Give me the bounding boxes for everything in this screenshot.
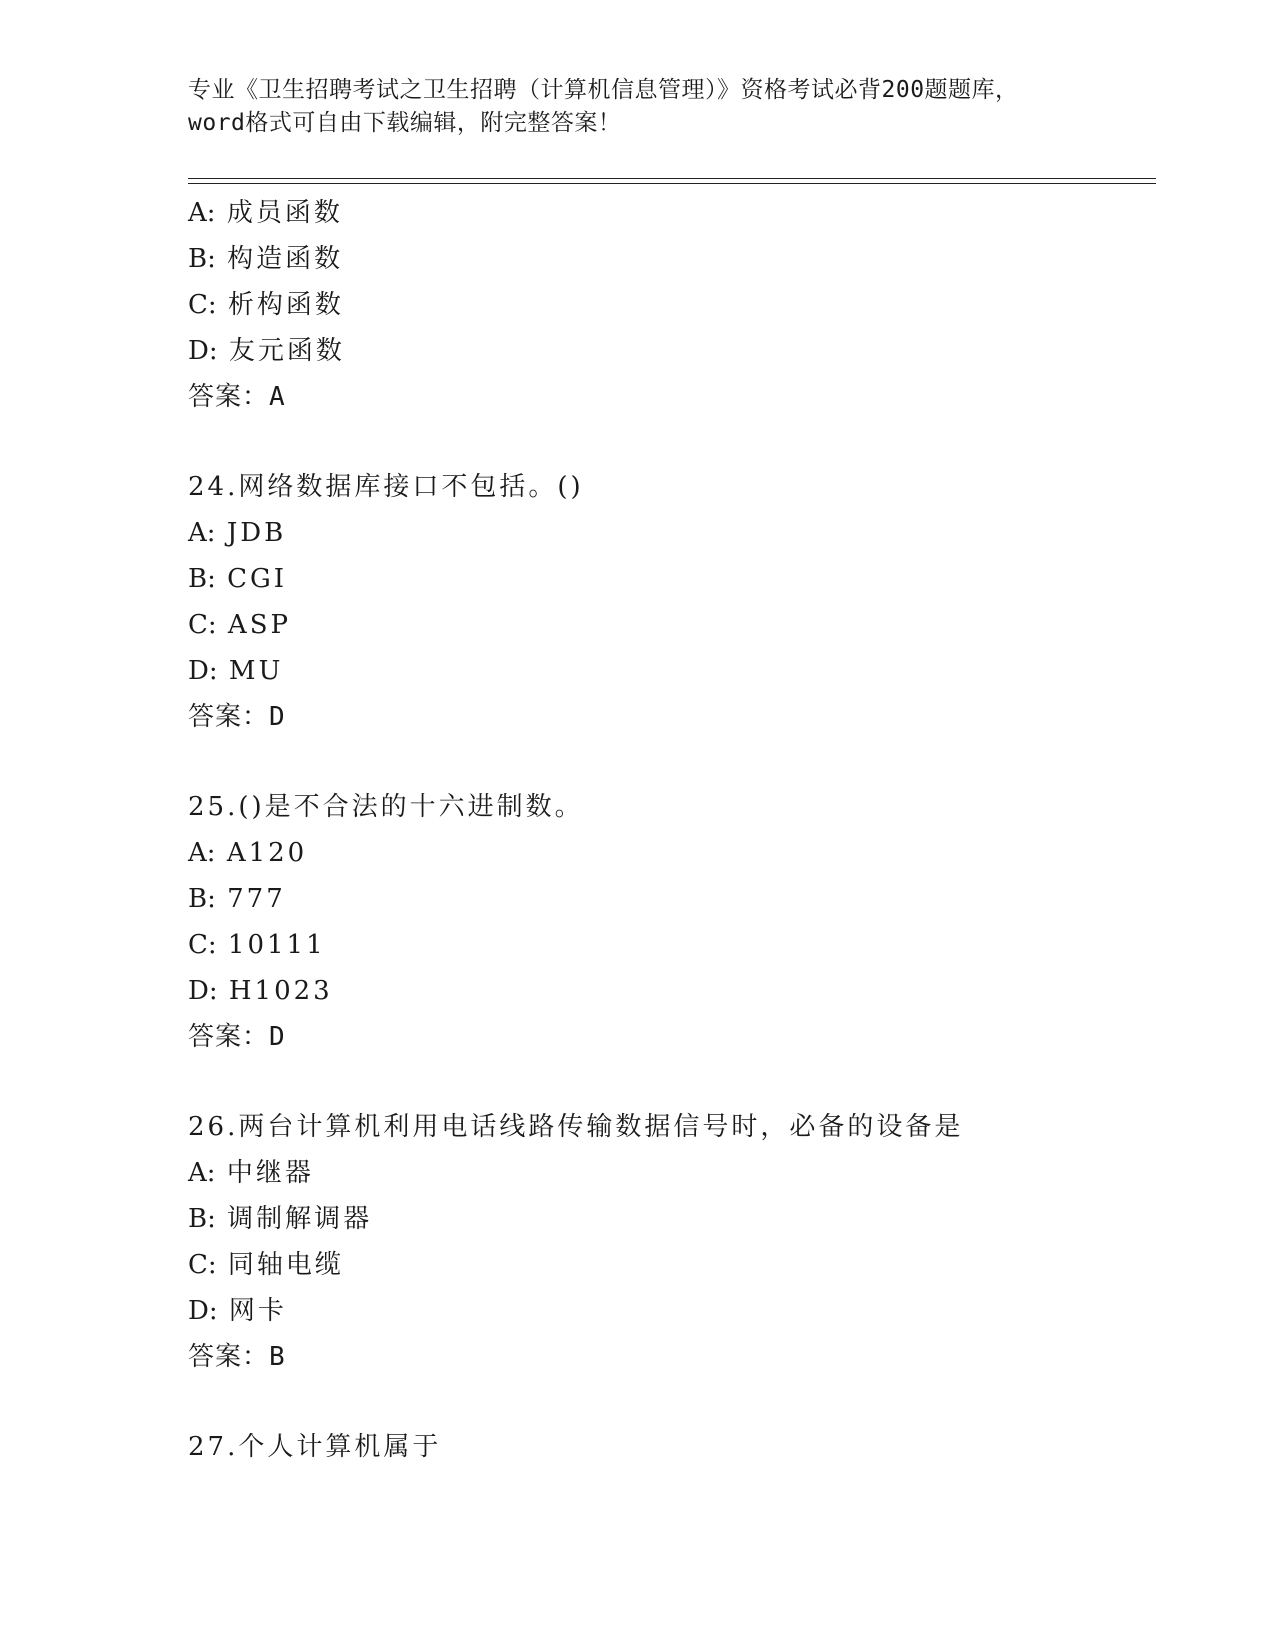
option-b: B: 777 <box>188 884 286 914</box>
question-list <box>188 190 1168 1470</box>
option-b: B: CGI <box>188 564 288 594</box>
question-block-24 <box>188 464 1168 740</box>
document-header <box>188 74 1088 140</box>
header-divider-bottom <box>188 183 1156 184</box>
question-block-27 <box>188 1424 1168 1470</box>
question-stem: 27.个人计算机属于 <box>188 1432 442 1462</box>
option-a: A: JDB <box>188 518 287 548</box>
answer-line: 答案：D <box>188 702 286 732</box>
option-c: C: 10111 <box>188 930 326 960</box>
option-a: A: A120 <box>188 838 308 868</box>
answer-line: 答案：B <box>188 1342 286 1372</box>
option-c: C: ASP <box>188 610 292 640</box>
option-d: D: 友元函数 <box>188 336 345 366</box>
question-stem: 26.两台计算机利用电话线路传输数据信号时，必备的设备是 <box>188 1112 964 1142</box>
question-stem: 24.网络数据库接口不包括。() <box>188 472 584 502</box>
answer-line: 答案：D <box>188 1022 286 1052</box>
option-c: C: 析构函数 <box>188 290 344 320</box>
option-c: C: 同轴电缆 <box>188 1250 344 1280</box>
header-title-line-2: word格式可自由下载编辑，附完整答案！ <box>188 110 622 136</box>
option-d: D: MU <box>188 656 284 686</box>
question-stem: 25.()是不合法的十六进制数。 <box>188 792 584 822</box>
option-d: D: 网卡 <box>188 1296 287 1326</box>
option-a: A: 成员函数 <box>188 198 343 228</box>
option-d: D: H1023 <box>188 976 333 1006</box>
header-title-line-1: 专业《卫生招聘考试之卫生招聘（计算机信息管理）》资格考试必背200题题库， <box>188 77 1019 103</box>
option-a: A: 中继器 <box>188 1158 314 1188</box>
option-b: B: 调制解调器 <box>188 1204 373 1234</box>
question-block-23 <box>188 190 1168 420</box>
option-b: B: 构造函数 <box>188 244 344 274</box>
question-block-25 <box>188 784 1168 1060</box>
header-divider-top <box>188 178 1156 179</box>
question-block-26 <box>188 1104 1168 1380</box>
answer-line: 答案：A <box>188 382 286 412</box>
